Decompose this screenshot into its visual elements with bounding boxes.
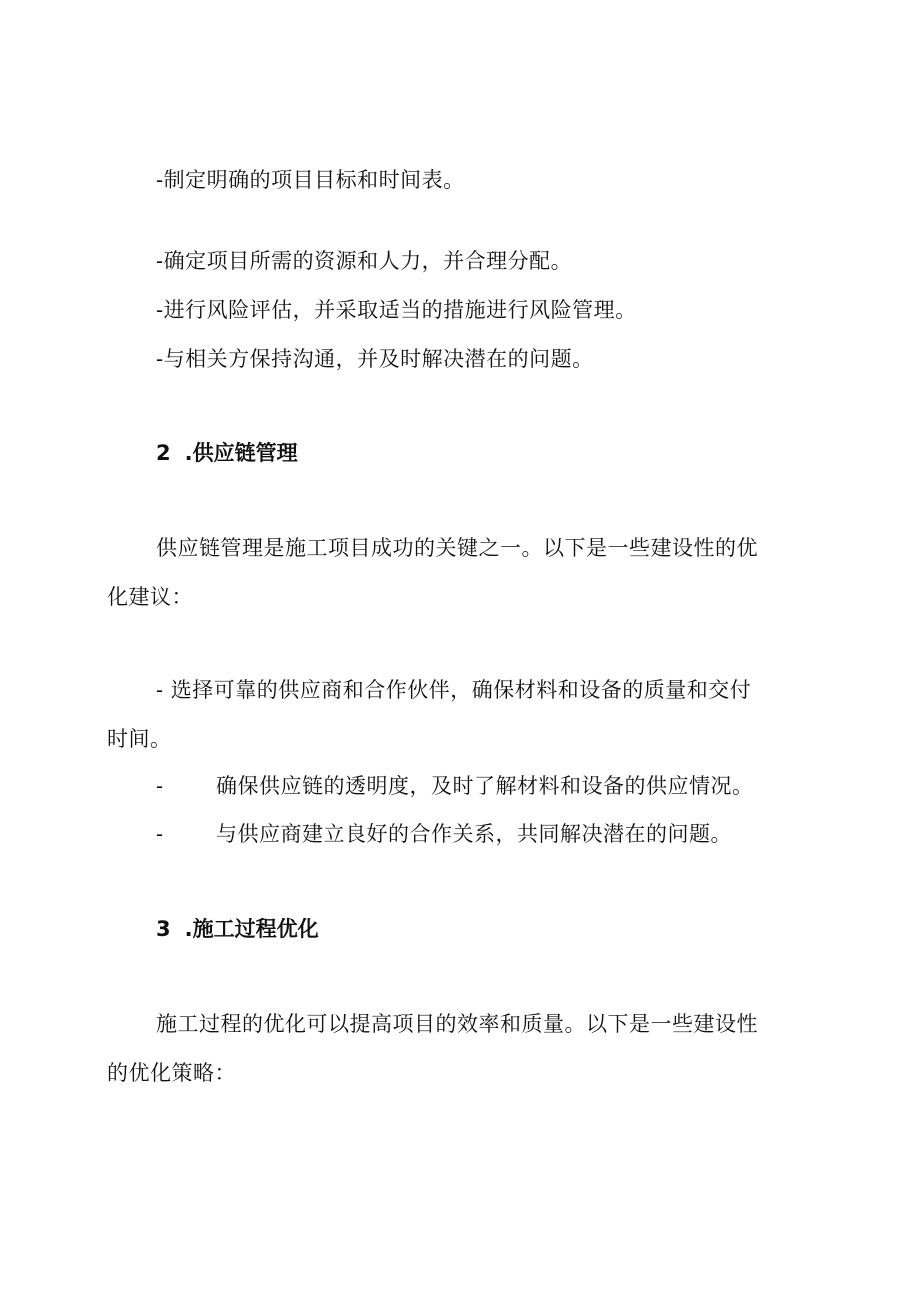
list-item: -确定项目所需的资源和人力，并合理分配。: [156, 249, 573, 273]
list-dash: -: [156, 774, 164, 798]
section-heading: [156, 915, 319, 943]
list-item: 与供应商建立良好的合作关系，共同解决潜在的问题。: [216, 822, 732, 846]
paragraph-line: 施工过程的优化可以提高项目的效率和质量。以下是一些建设性: [156, 1012, 758, 1036]
list-item: - 选择可靠的供应商和合作伙伴，确保材料和设备的质量和交付: [156, 678, 752, 702]
section-title: .供应链管理: [184, 441, 298, 465]
list-item: -进行风险评估，并采取适当的措施进行风险管理。: [156, 298, 637, 322]
list-item: 确保供应链的透明度，及时了解材料和设备的供应情况。: [216, 774, 754, 798]
list-item: -制定明确的项目目标和时间表。: [156, 168, 465, 192]
section-heading: [156, 439, 298, 467]
list-item-continuation: 时间。: [107, 727, 172, 751]
paragraph-line: 化建议：: [107, 585, 193, 609]
section-number: 3: [156, 917, 171, 941]
section-title: .施工过程优化: [184, 917, 319, 941]
paragraph-line: 的优化策略：: [107, 1061, 236, 1085]
list-dash: -: [156, 822, 164, 846]
paragraph-line: 供应链管理是施工项目成功的关键之一。以下是一些建设性的优: [156, 536, 758, 560]
list-item: -与相关方保持沟通，并及时解决潜在的问题。: [156, 347, 594, 371]
section-number: 2: [156, 441, 171, 465]
